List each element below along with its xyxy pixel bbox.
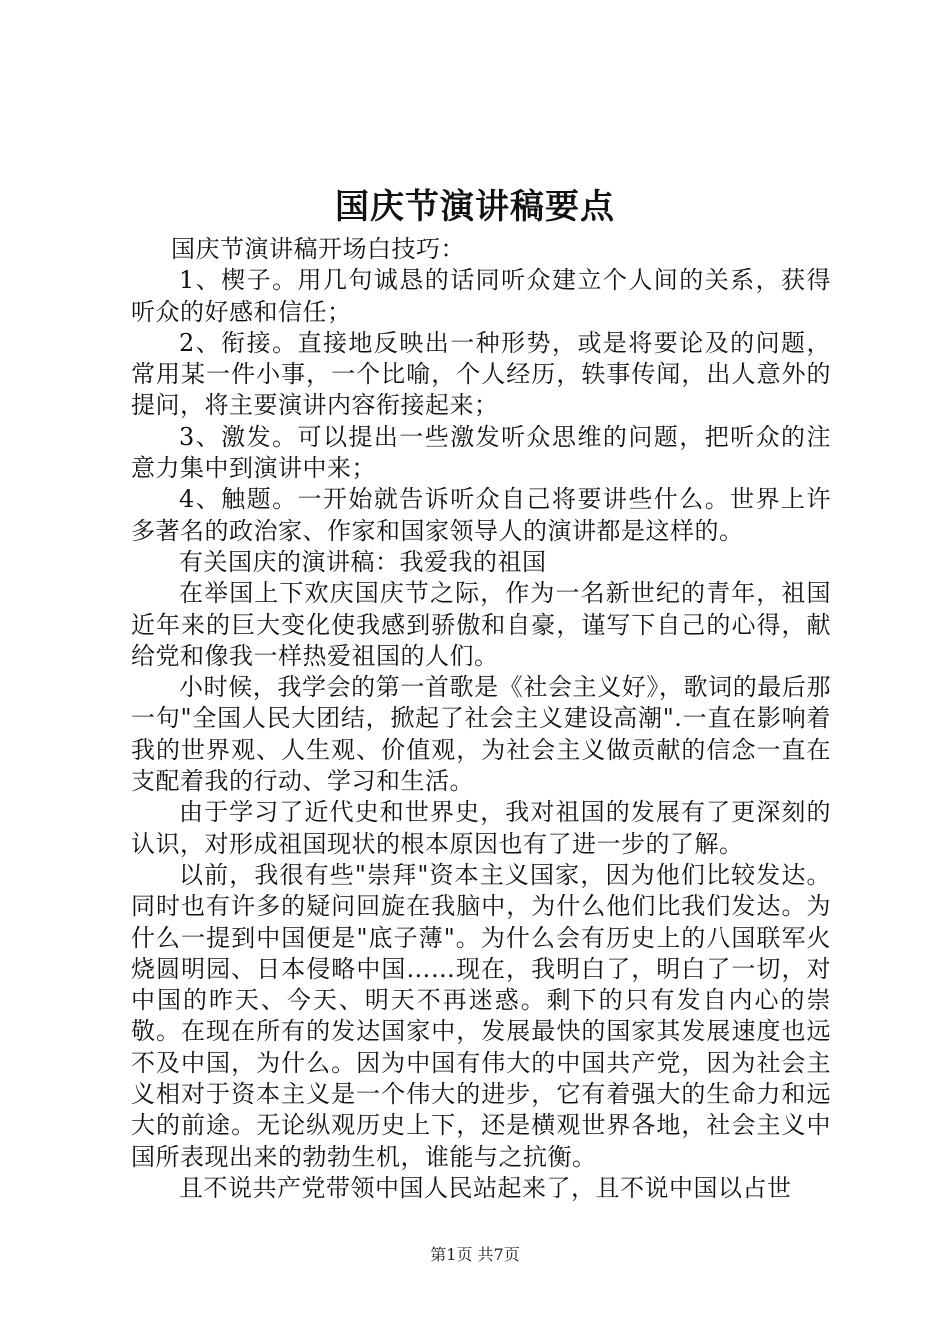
- paragraph: 且不说共产党带领中国人民站起来了，且不说中国以占世: [179, 1173, 792, 1202]
- paragraph: 有关国庆的演讲稿：我爱我的祖国: [179, 547, 547, 576]
- paragraph: 由于学习了近代史和世界史，我对祖国的发展有了更深刻的认识，对形成祖国现状的根本原因也有了进一步的了解。: [131, 798, 831, 858]
- paragraph: 国庆节演讲稿开场白技巧：: [171, 235, 465, 263]
- document-title: 国庆节演讲稿要点: [335, 187, 615, 227]
- paragraph: 4、触题。一开始就告诉听众自己将要讲些什么。世界上许多著名的政治家、作家和国家领导人的演讲都是这样的。: [131, 485, 831, 545]
- page-number-footer: 第1页 共7页: [430, 1245, 520, 1264]
- paragraph: 在举国上下欢庆国庆节之际，作为一名新世纪的青年，祖国近年来的巨大变化使我感到骄傲和自豪，谨写下自己的心得，献给党和像我一样热爱祖国的人们。: [131, 579, 831, 670]
- paragraph: 小时候，我学会的第一首歌是《社会主义好》，歌词的最后那一句"全国人民大团结，掀起了社会主义建设高潮".一直在影响着我的世界观、人生观、价值观，为社会主义做贡献的信念一直在支配着我的行动、学习和生活。: [131, 673, 831, 796]
- paragraph: 1、楔子。用几句诚恳的话同听众建立个人间的关系，获得听众的好感和信任；: [131, 266, 831, 326]
- paragraph: 2、衔接。直接地反映出一种形势，或是将要论及的问题，常用某一件小事，一个比喻，个人经历，轶事传闻，出人意外的提问，将主要演讲内容衔接起来；: [131, 328, 831, 420]
- paragraph: 以前，我很有些"崇拜"资本主义国家，因为他们比较发达。同时也有许多的疑问回旋在我脑中，为什么他们比我们发达。为什么一提到中国便是"底子薄"。为什么会有历史上的八国联军火烧圆明园、日本侵略中国……现在，我明白了，明白了一切，对中国的昨天、今天、明天不再迷惑。剩下的只有发自内心的崇敬。在现在所有的发达国家中，发展最快的国家其发展速度也远不及中国，为什么。因为中国有伟大的中国共产党，因为社会主义相对于资本主义是一个伟大的进步，它有着强大的生命力和远大的前途。无论纵观历史上下，还是横观世界各地，社会主义中国所表现出来的勃勃生机，谁能与之抗衡。: [131, 860, 831, 1171]
- paragraph: 3、激发。可以提出一些激发听众思维的问题，把听众的注意力集中到演讲中来；: [131, 422, 831, 483]
- document-body: [131, 234, 831, 1204]
